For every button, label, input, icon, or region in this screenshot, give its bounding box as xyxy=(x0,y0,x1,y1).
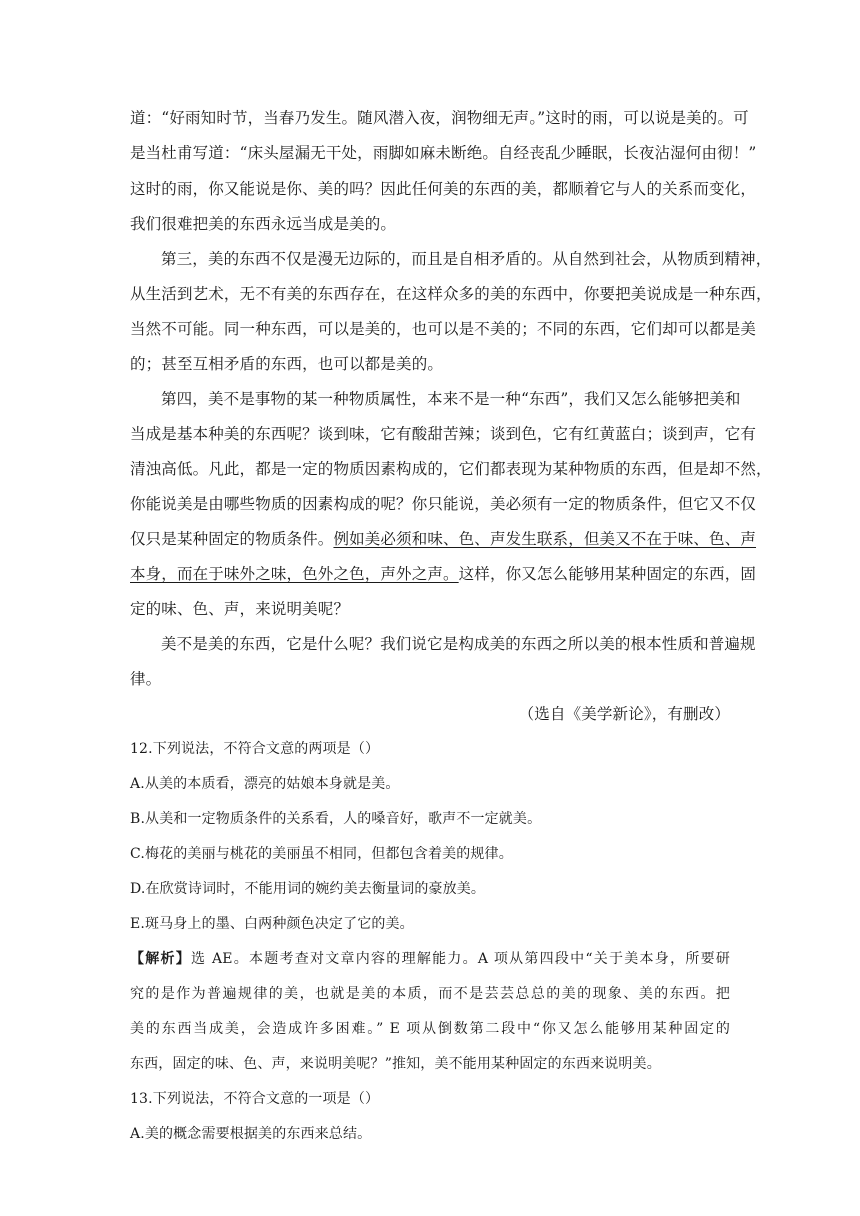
analysis-line xyxy=(130,949,730,969)
analysis-line: 东西，固定的味、色、声，来说明美呢？”推知，美不能用某种固定的东西来说明美。 xyxy=(130,1056,661,1072)
option-d: D.在欣赏诗词时，不能用词的婉约美去衡量词的豪放美。 xyxy=(130,881,486,897)
passage-line xyxy=(130,564,757,584)
passage-line: 道：“好雨知时节，当春乃发生。随风潜入夜，润物细无声。”这时的雨，可以说是美的。可 xyxy=(130,109,749,127)
passage-line xyxy=(130,529,757,549)
passage-line: 的；甚至互相矛盾的东西，也可以都是美的。 xyxy=(130,355,444,373)
option-c: C.梅花的美丽与桃花的美丽虽不相同，但都包含着美的规律。 xyxy=(130,846,513,862)
passage-line: 清浊高低。凡此，都是一定的物质因素构成的，它们都表现为某种物质的东西，但是却不然， xyxy=(130,460,772,478)
passage-line: 第三，美的东西不仅是漫无边际的，而且是自相矛盾的。从自然到社会，从物质到精神， xyxy=(161,250,772,268)
passage-source: （选自《美学新论》，有删改） xyxy=(518,705,730,723)
underlined-sentence: 本身，而在于味外之味，色外之色，声外之声。 xyxy=(130,565,459,583)
option-e: E.斑马身上的墨、白两种颜色决定了它的美。 xyxy=(130,916,414,932)
passage-line: 律。 xyxy=(130,670,162,688)
passage-line: 美不是美的东西，它是什么呢？我们说它是构成美的东西之所以美的根本性质和普遍规 xyxy=(161,635,756,653)
analysis-text: 选 AE。本题考查对文章内容的理解能力。A 项从第四段中“关于美本身，所要研 xyxy=(191,951,730,967)
analysis-tag: 【解析】 xyxy=(130,951,192,967)
passage-text: 仅只是某种固定的物质条件。 xyxy=(130,530,334,548)
option-b: B.从美和一定物质条件的关系看，人的嗓音好，歌声不一定就美。 xyxy=(130,811,542,827)
analysis-line: 美的东西当成美，会造成许多困难。” E 项从倒数第二段中“你又怎么能够用某种固定的 xyxy=(130,1021,730,1037)
question-12-stem: 12.下列说法，不符合文意的两项是（） xyxy=(130,741,380,757)
analysis-line: 究的是作为普遍规律的美，也就是美的本质，而不是芸芸总总的美的现象、美的东西。把 xyxy=(130,986,730,1002)
passage-line: 定的味、色、声，来说明美呢？ xyxy=(130,600,350,618)
passage-line: 从生活到艺术，无不有美的东西存在，在这样众多的美的东西中，你要把美说成是一种东西， xyxy=(130,285,772,303)
question-13-stem: 13.下列说法，不符合文意的一项是（） xyxy=(130,1091,380,1107)
passage-line: 我们很难把美的东西永远当成是美的。 xyxy=(130,215,397,233)
passage-line: 你能说美是由哪些物质的因素构成的呢？你只能说，美必须有一定的物质条件，但它又不仅 xyxy=(130,495,757,513)
passage-line: 第四，美不是事物的某一种物质属性，本来不是一种“东西”，我们又怎么能够把美和 xyxy=(161,390,741,408)
underlined-sentence: 例如美必须和味、色、声发生联系，但美又不在于味、色、声 xyxy=(333,530,757,548)
passage-text: 这样，你又怎么能够用某种固定的东西，固 xyxy=(458,565,757,583)
option-a: A.从美的本质看，漂亮的姑娘本身就是美。 xyxy=(130,776,400,792)
passage-line: 这时的雨，你又能说是你、美的吗？因此任何美的东西的美，都顺着它与人的关系而变化， xyxy=(130,180,757,198)
passage-line: 当成是基本种美的东西呢？谈到味，它有酸甜苦辣；谈到色，它有红黄蓝白；谈到声，它有 xyxy=(130,425,757,443)
passage-line: 是当杜甫写道：“床头屋漏无干处，雨脚如麻未断绝。自经丧乱少睡眠，长夜沾湿何由彻！” xyxy=(130,144,757,162)
option-a: A.美的概念需要根据美的东西来总结。 xyxy=(130,1126,372,1142)
passage-line: 当然不可能。同一种东西，可以是美的，也可以是不美的；不同的东西，它们却可以都是美 xyxy=(130,320,757,338)
